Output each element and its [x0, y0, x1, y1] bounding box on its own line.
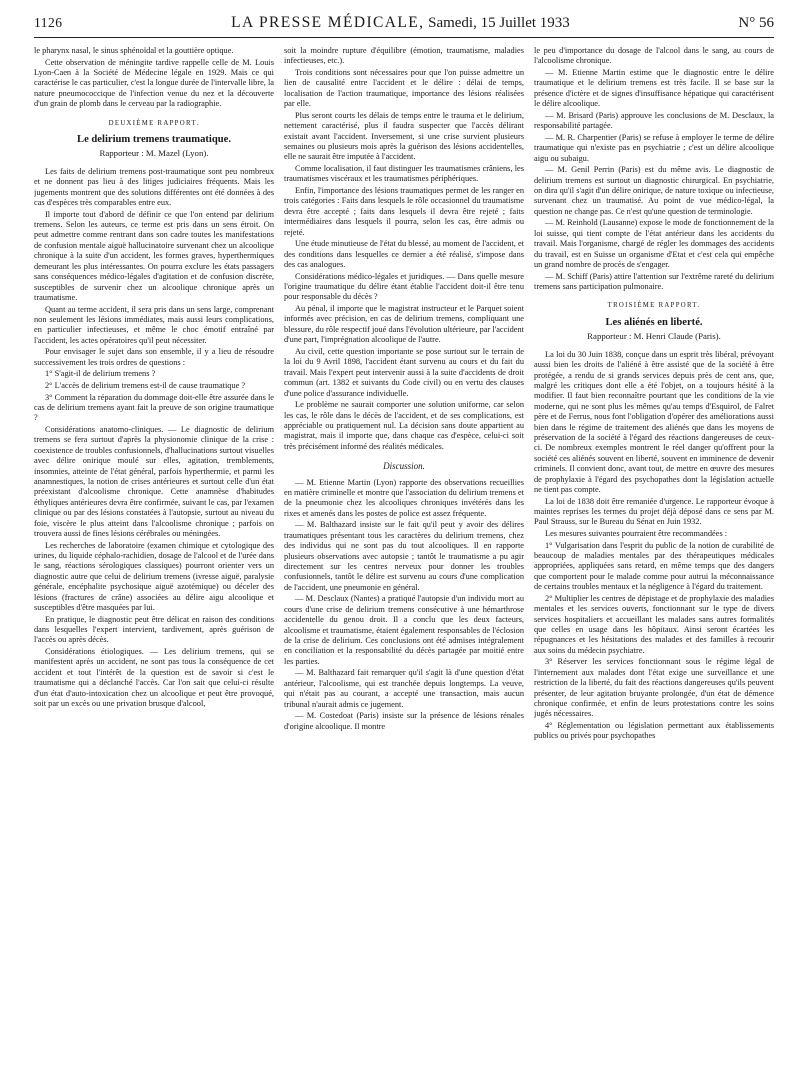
question-item: 2° L'accès de delirium tremens est-il de cause traumatique ? [45, 380, 246, 390]
discussion-entry: — M. Brisard (Paris) approuve les conclusions de M. Desclaux, la responsabilité partagée. [534, 110, 774, 131]
paragraph: Enfin, l'importance des lésions traumatiques permet de les ranger en trois catégories : Faits dans lesquels le rôle occasionnel du traumatisme devra être accepté ; faits dans lesquels il devra être rejeté ; faits intermédiaires dans lesquels il pourra, selon les cas, être admis ou rejeté. [284, 186, 524, 237]
measure-item: 1° Vulgarisation dans l'esprit du public de la notion de curabilité de beaucoup de maladies mentales par des thérapeutiques médicales appropriées, appliquées sans retard, en même temps que des dangers que comportent pour le malade comme pour autrui la méconnaissance de certains troubles mentaux et la négligence à l'égard du traitement. [534, 540, 774, 592]
discussion-entry: — M. Balthazard insiste sur le fait qu'il peut y avoir des délires traumatiques présentant tous les caractères du delirium tremens, chez des individus qui ne sont pas du tout alcooliques. Il en rapporte plusieurs observations avec autopsie ; tantôt le traumatisme a pu agir directement sur les centres nerveux pour donner les troubles confusionnels, tantôt le délire est survenu au cours d'une complication de l'accident, une pneumonie en général. [284, 520, 524, 592]
paragraph: La loi de 1838 doit être remaniée d'urgence. Le rapporteur évoque à maintes reprises les termes du projet déjà déposé dans ce sens par M. Paul Strauss, sur le Bureau du Sénat en Juin 1932. [534, 496, 774, 527]
paragraph: Considérations anatomo-cliniques. — Le diagnostic de delirium tremens se fera surtout d'après la physionomie clinique de la crise : coexistence de troubles confusionnels, d'hallucinations surtout visuelles avec délire onirique moulé sur elles, agitation, tremblements, insomnies, atteinte de l'état général, parfois hyperthermie, et parmi les anamnestiques, la notion de crises antérieures et surtout celle d'un état préexistant d'alcoolisme chronique. Cette anamnèse d'habitudes éthyliques antérieures devra être confirmée, suivant le cas, par l'examen clinique ou par des lésions constatées à l'autopsie, surtout au niveau du foie, viscère le plus atteint dans l'alcoolisme chronique ; parfois on trouvera aussi de fines lésions cérébrales ou méningées. [34, 424, 274, 538]
journal-name: LA PRESSE MÉDICALE, [231, 14, 425, 31]
paragraph: Plus seront courts les délais de temps entre le trauma et le delirium, nettement caractérisé, plus il faudra suspecter que l'accès délirant existait avant l'accident. Inversement, si une crise survient plusieurs semaines ou plusieurs mois après la guérison des lésions accidentelles, elle ne saurait être imputée à l'accident. [284, 110, 524, 162]
paragraph: La loi du 30 Juin 1838, conçue dans un esprit très libéral, prévoyant aussi bien les droits de l'aliéné à être assisté que de la société à être protégée, a rendu de si grands services depuis près de cent ans, que, malgré les critiques dont elle a été l'objet, on a toujours hésité à la modifier. Il faut bien reconnaître pourtant que les conditions de la vie moderne, qui ne sont plus les mêmes qu'au temps d'Esquirol, de Falret père et de Ferrus, nous font l'obligation d'opérer des améliorations aussi bien dans le régime de traitement des aliénés que dans les moyens de préservation de la société à l'égard des réactions dangereuses de ceux-ci. De nombreux exemples montrent le réel danger qu'offrent pour la société ces aliénés souvent en liberté, souvent en imminence de devenir criminels. Il convient donc, avant tout, de mettre en œuvre des mesures de prophylaxie à l'égard des psychopathes dont la législation actuelle ne tient pas compte. [534, 349, 774, 494]
discussion-entry: — M. R. Charpentier (Paris) se refuse à employer le terme de délire traumatique qui n'existe pas en psychiatrie ; c'est un délire alcoolique aigu ou subaigu. [534, 132, 774, 163]
question-item: 1° S'agit-il de delirium tremens ? [45, 369, 156, 379]
text-columns [34, 46, 774, 1086]
issue-date: Samedi, 15 Juillet 1933 [428, 15, 570, 31]
column-1 [34, 46, 274, 1086]
paragraph: Quant au terme accident, il sera pris dans un sens large, comprenant non seulement les lésions immédiates, mais aussi leurs complications, en particulier infectieuses, et même le choc émotif entraîné par l'accident, les actes opératoires qu'il peut nécessiter. [34, 304, 274, 345]
masthead [231, 14, 570, 32]
column-2 [284, 46, 524, 1086]
rapporteur-line: Rapporteur : M. Henri Claude (Paris). [587, 331, 721, 342]
paragraph: Une étude minutieuse de l'état du blessé, au moment de l'accident, et des conditions dans lesquelles ce dernier a été réalisé, s'impose dans des cas analogues. [284, 239, 524, 270]
section-title: Les aliénés en liberté. [605, 316, 703, 328]
paragraph: Les mesures suivantes pourraient être recommandées : [545, 528, 728, 538]
discussion-entry: — M. Costedoat (Paris) insiste sur la présence de lésions rénales d'origine alcoolique. Il montre [284, 711, 524, 731]
page-header [34, 14, 774, 38]
section-title: Le delirium tremens traumatique. [77, 134, 231, 146]
rapporteur-line: Rapporteur : M. Mazel (Lyon). [99, 148, 209, 159]
page-number: 1126 [34, 15, 63, 30]
paragraph: Considérations étiologiques. — Les delirium tremens, qui se manifestent après un accident, ne sont pas tous la conséquence de cet accident et tout l'intérêt de la question est de savoir si c'est le traumatisme qui a déclanché l'accès. Car l'on sait que celui-ci résulte d'un état d'auto-intoxication chez un alcoolique et peut être provoqué, soit par un excès ou une privation brusque d'alcool, [34, 647, 274, 709]
discussion-entry: — M. Reinhold (Lausanne) expose le mode de fonctionnement de la loi suisse, qui tient compte de l'état antérieur dans les accidents du travail. Mais l'organisme, chargé de régler les dommages des accidents du travail, est en Suisse un organisme d'Etat et c'est cela qui empêche un grand nombre de procès de s'engager. [534, 218, 774, 270]
section-label: DEUXIÈME RAPPORT. [108, 119, 200, 127]
paragraph: Cette observation de méningite tardive rappelle celle de M. Louis Lyon-Caen à la Société de Médecine légale en 1929. Mais ce qui caractérise le cas particulier, c'est la longue durée de l'intervalle libre, la nature pneumococcique de l'infection venue du nez et la découverte d'un grain de plomb dans le cerveau par la radiographie. [34, 57, 274, 109]
paragraph: Au civil, cette question importante se pose surtout sur le terrain de la loi du 9 Avril 1898, l'accident étant survenu au cours et du fait du travail. Mais l'expert peut intervenir aussi à la suite d'accidents de droit commun (art. 1382 et suivants du Code civil) ou en vertu des clauses d'une police d'assurance individuelle. [284, 346, 524, 398]
measure-item: 2° Multiplier les centres de dépistage et de prophylaxie des maladies mentales et les services ouverts, fonctionnant sur le type de divers services hospitaliers et accueillant les malades sans autres formalités que celles en usage dans les hôpitaux. Ainsi seront écartées les répugnances et les hésitations des malades et des familles à recourir aux soins du médecin psychiatre. [534, 593, 774, 655]
column-3 [534, 46, 774, 1086]
discussion-entry: — M. Balthazard fait remarquer qu'il s'agit là d'une question d'état antérieur, l'alcoolisme, qui est tranchée depuis longtemps. La veuve, qui n'était pas au courant, a accepté une transaction, mais aucun tribunal n'aurait admis ce jugement. [284, 668, 524, 709]
measure-item: 3° Réserver les services fonctionnant sous le régime légal de l'internement aux malades dont l'état exige une surveillance et une restriction de la liberté, du fait des réactions dangereuses qu'ils peuvent présenter, de leur agitation bruyante prolongée, d'un état de démence chronique confirmée, et enfin de leurs protestations contre les soins jugés nécessaires. [534, 657, 774, 719]
paragraph: Le problème ne saurait comporter une solution uniforme, car selon les cas, le rôle dans le décès de l'accident, et de ses complications, est appréciable ou pratiquement nul. La décision sans doute appartient au magistrat, mais il importe que, dans chaque cas d'espèce, celui-ci soit très précisément informé des réalités médicales. [284, 400, 524, 451]
paragraph: le peu d'importance du dosage de l'alcool dans le sang, au cours de l'alcoolisme chronique. [534, 46, 774, 66]
discussion-entry: — M. Desclaux (Nantes) a pratiqué l'autopsie d'un individu mort au cours d'une crise de delirium tremens consécutive à une hémarthrose accidentelle du genou droit. Il a conclu que les deux facteurs, alcoolisme et traumatisme, étaient également responsables de l'éclosion de la crise de delirium. Ces conclusions ont été admises intégralement en conciliation et la responsabilité du décès partagée par moitié entre les parties. [284, 594, 524, 666]
paragraph: Pour envisager le sujet dans son ensemble, il y a lieu de résoudre successivement les trois ordres de questions : [34, 347, 274, 367]
paragraph: Au pénal, il importe que le magistrat instructeur et le Parquet soient informés avec précision, en cas de delirium tremens, compliquant une blessure, du rôle respectif joué dans l'évolution ultérieure, par l'accident d'une part, l'imprégnation alcoolique de l'autre. [284, 304, 524, 345]
discussion-entry: — M. Schiff (Paris) attire l'attention sur l'extrême rareté du delirium tremens sans participation pulmonaire. [534, 271, 774, 292]
paragraph: Comme localisation, il faut distinguer les traumatismes crâniens, les traumatismes viscéraux et les traumatismes périphériques. [284, 164, 524, 184]
paragraph: En pratique, le diagnostic peut être délicat en raison des conditions dans lesquelles l'expert intervient, tardivement, après guérison de l'accès ou après décès. [34, 614, 274, 645]
discussion-entry: — M. Etienne Martin (Lyon) rapporte des observations recueillies en matière criminelle et montre que l'association du delirium tremens et de la pneumonie chez les alcooliques chroniques invétérés dans les rixes et amenés dans les postes de police est assez fréquente. [284, 477, 524, 518]
discussion-entry: — M. Genil Perrin (Paris) est du même avis. Le diagnostic de delirium tremens est surtout un diagnostic chirurgical. En psychiatrie, on dira qu'il s'agit d'un délire onirique, de nature toxique ou infectieuse, survenant chez un traumatisé. Au point de vue médico-légal, la question ne change pas. Ce n'est qu'une question de terminologie. [534, 165, 774, 216]
issue-number: N° 56 [738, 15, 774, 31]
section-label: TROISIÈME RAPPORT. [607, 302, 701, 310]
measure-item: 4° Réglementation ou législation permettant aux établissements publics ou privés pour psychopathes [534, 721, 774, 741]
paragraph: Trois conditions sont nécessaires pour que l'on puisse admettre un lien de causalité entre l'accident et le délire : délai de temps, localisation de l'action traumatique, importance des lésions réalisées par elle. [284, 68, 524, 109]
paragraph: Les recherches de laboratoire (examen chimique et cytologique des urines, du liquide céphalo-rachidien, dosage de l'alcool et de l'urée dans le sang, réactions sérologiques classiques) pourront orienter vers un diagnostic autre que celui de delirium tremens (ivresse aiguë, paralysie générale, encéphalite psychosique aiguë azotémique) ou déceler des lésions (fractures de crâne) associées au délire aigu alcoolique et susceptibles d'être masquées par lui. [34, 540, 274, 612]
discussion-entry: — M. Etienne Martin estime que le diagnostic entre le délire traumatique et le delirium tremens est très facile. Il se base sur la présence d'ictère et de signes d'insuffisance hépatique qui caractérisent le délire alcoolique. [534, 68, 774, 109]
paragraph: le pharynx nasal, le sinus sphénoïdal et la gouttière optique. [34, 46, 234, 55]
paragraph: Considérations médico-légales et juridiques. — Dans quelle mesure l'origine traumatique du délire étant établie l'accident doit-il être tenu pour responsable du décès ? [284, 271, 524, 302]
question-item: 3° Comment la réparation du dommage doit-elle être assurée dans le cas de delirium tremens ayant fait la preuve de son origine traumatique ? [34, 392, 274, 423]
paragraph: soit la moindre rupture d'équilibre (émotion, traumatisme, maladies infectieuses, etc.). [284, 46, 524, 66]
paragraph: Il importe tout d'abord de définir ce que l'on entend par delirium tremens. Selon les auteurs, ce terme est pris dans un sens étroit. On peut admettre comme rentrant dans son cadre toutes les manifestations de confusion mentale aiguë hallucinatoire survenant chez un alcoolique chronique à la suite d'un accident, les formes graves, hyperthermiques demeurant les plus intéressantes. On pourra exclure les états passagers sans conséquences médico-légales d'agitation et de confusion discrète, susceptibles de survenir chez un alcoolique chronique après un traumatisme. [34, 209, 274, 302]
discussion-heading: Discussion. [383, 461, 425, 472]
paragraph: Les faits de delirium tremens post-traumatique sont peu nombreux et ne donnent pas lieu à des litiges judiciaires fréquents. Mais les jugements montrent que des solutions différentes ont été données à des cas d'espèces très comparables entre eux. [34, 166, 274, 208]
